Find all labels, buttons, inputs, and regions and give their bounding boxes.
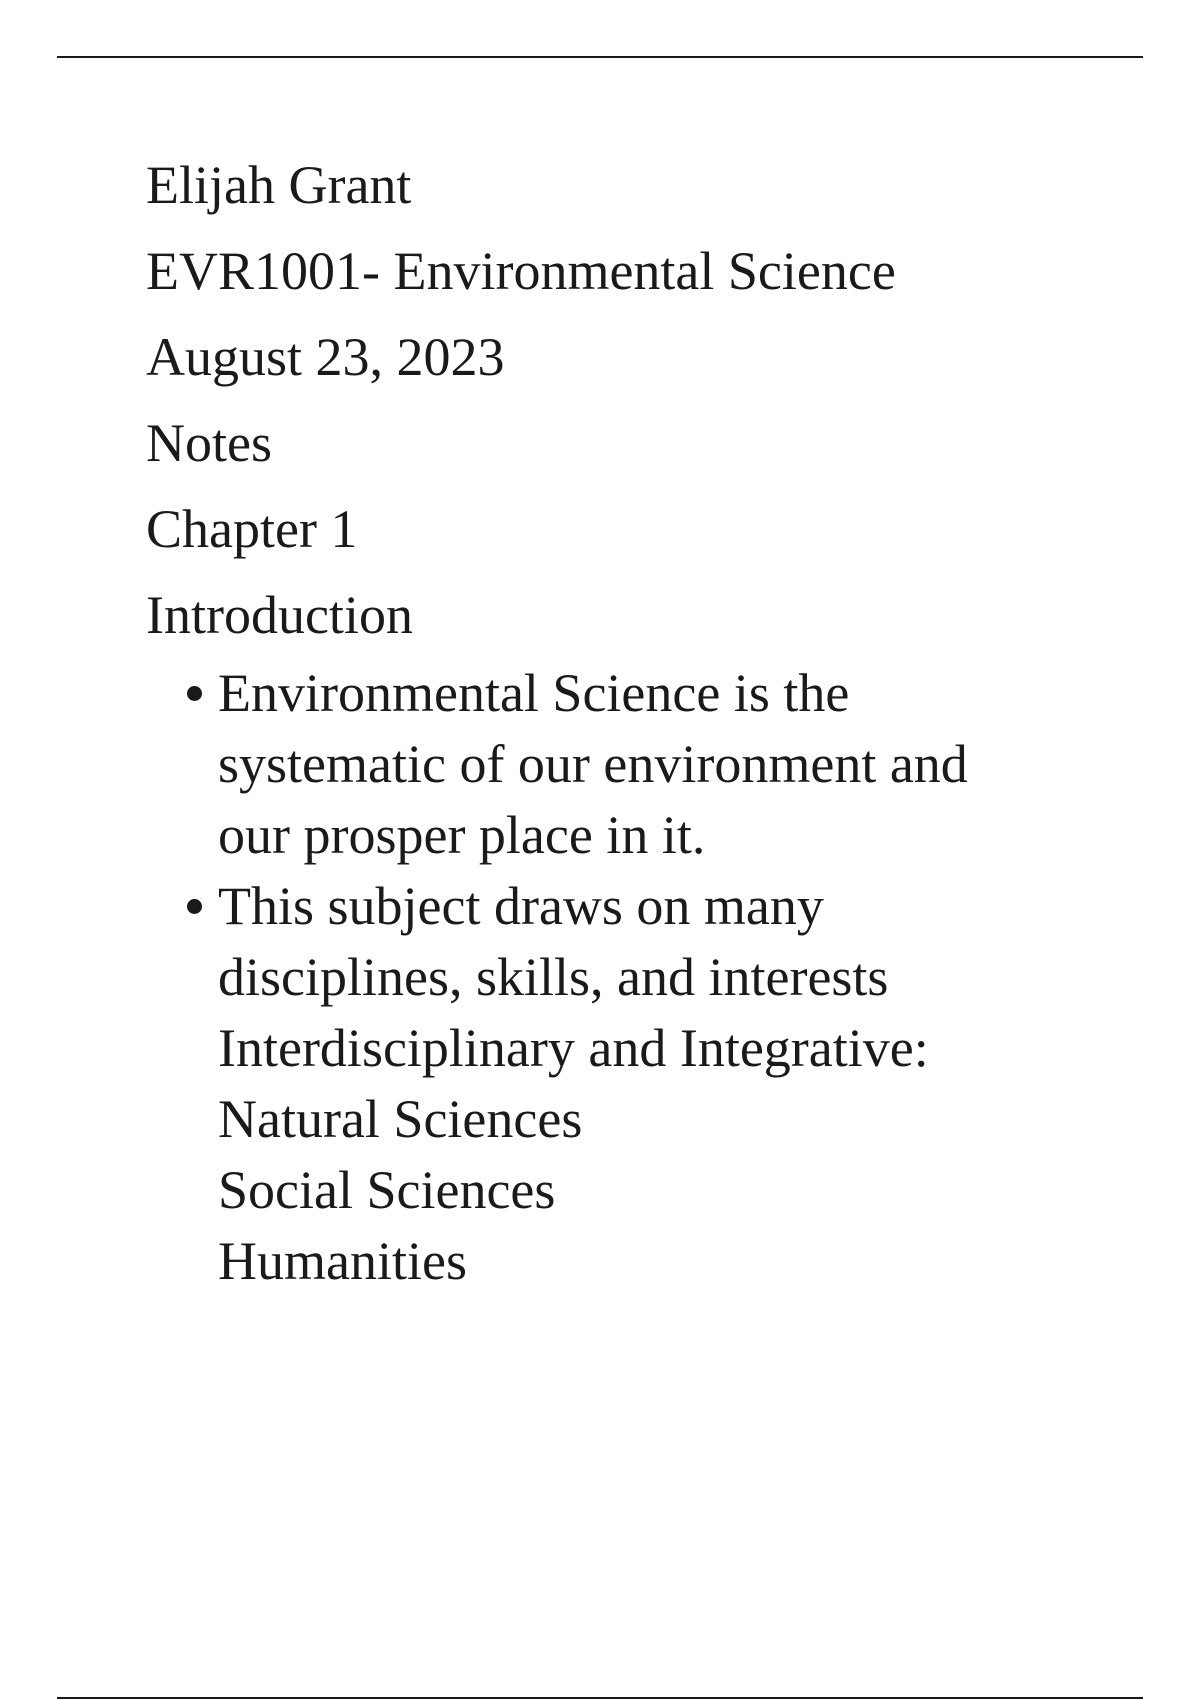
bullet-text-line: This subject draws on many: [218, 876, 824, 936]
bullet-text-line: our prosper place in it.: [218, 805, 706, 865]
bullet-icon: [187, 899, 202, 914]
bullet-text-line: Social Sciences: [218, 1160, 556, 1220]
bullet-text-line: Natural Sciences: [218, 1089, 583, 1149]
date: August 23, 2023: [146, 327, 505, 387]
section-heading: Introduction: [146, 585, 413, 645]
bullet-list: [181, 658, 1081, 1297]
bullet-item: [181, 658, 1038, 871]
document-body: [146, 142, 1046, 1297]
document-type: Notes: [146, 413, 272, 473]
bullet-text-line: systematic of our environment and: [218, 734, 968, 794]
top-rule: [57, 56, 1143, 58]
bullet-text-line: Interdisciplinary and Integrative:: [218, 1018, 929, 1078]
bullet-text-line: Environmental Science is the: [218, 663, 850, 723]
chapter-heading: Chapter 1: [146, 499, 358, 559]
bullet-item: [181, 871, 1038, 1297]
student-name: Elijah Grant: [146, 155, 412, 215]
bullet-icon: [187, 686, 202, 701]
bottom-rule: [57, 1697, 1143, 1699]
bullet-text-line: disciplines, skills, and interests: [218, 947, 889, 1007]
bullet-text-line: Humanities: [218, 1231, 467, 1291]
course-title: EVR1001- Environmental Science: [146, 241, 896, 301]
